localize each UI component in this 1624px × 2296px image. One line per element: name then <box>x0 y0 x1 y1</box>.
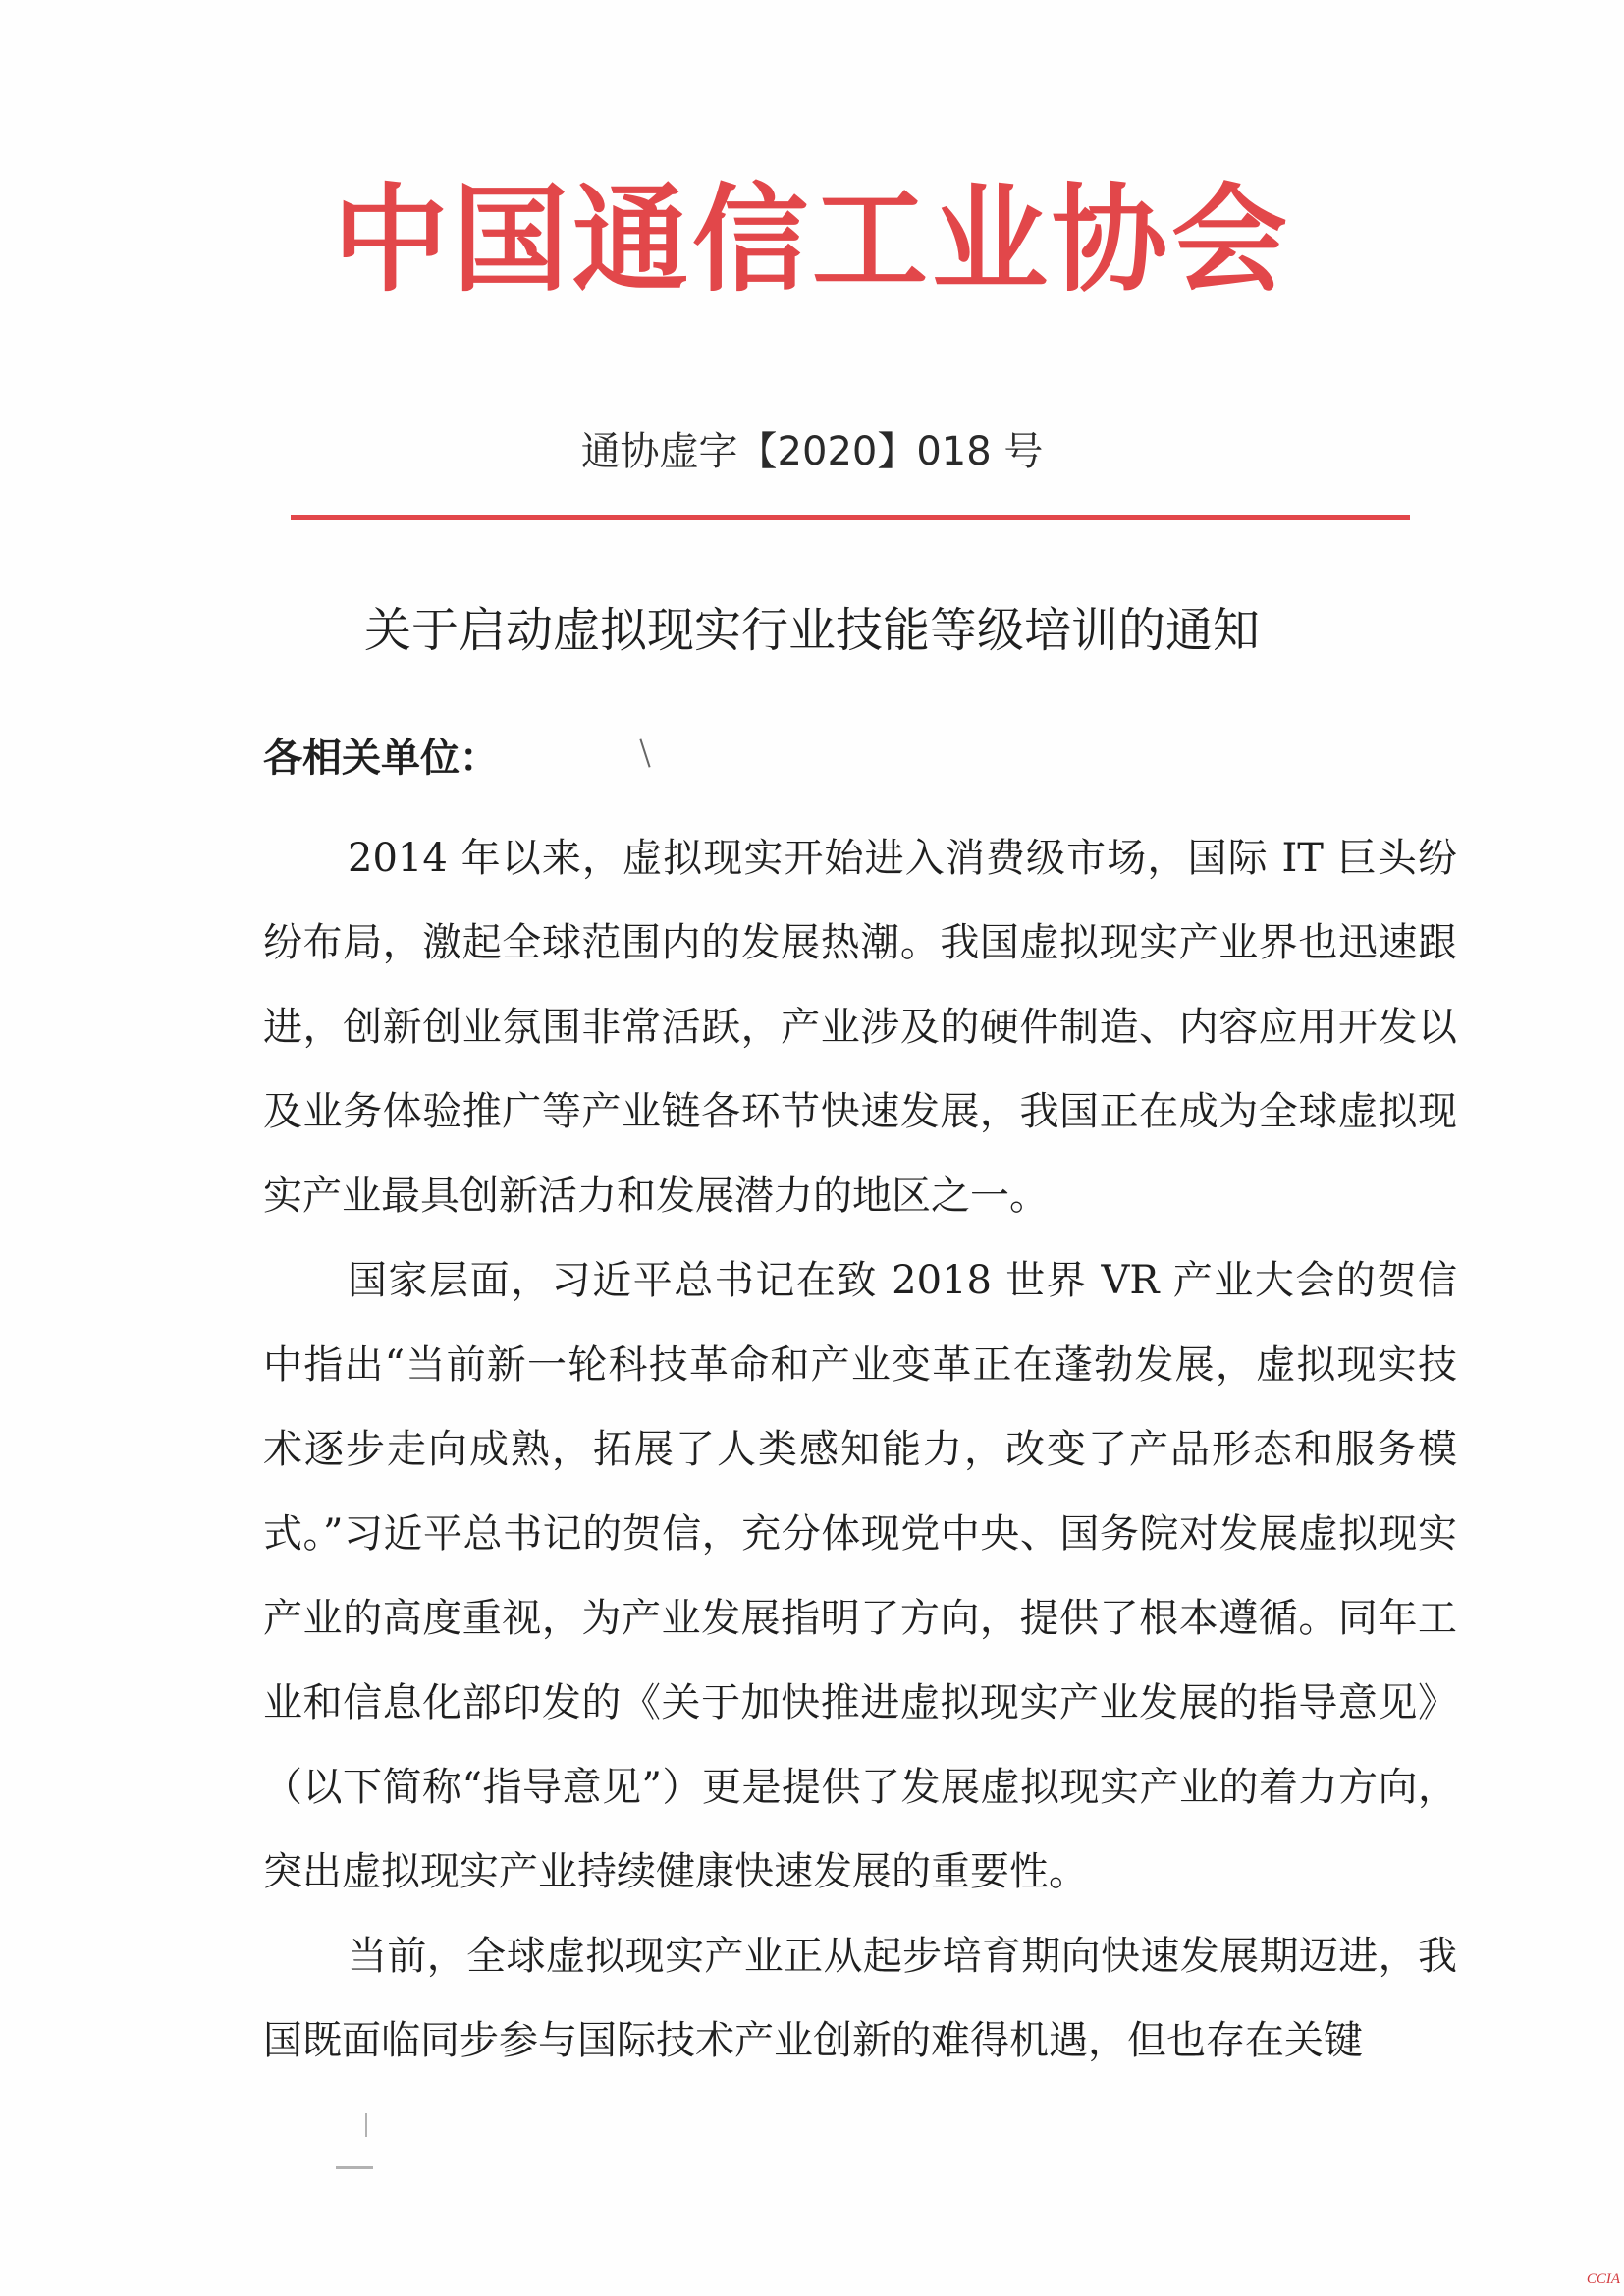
red-divider-line <box>291 515 1410 520</box>
salutation: 各相关单位： <box>263 736 499 781</box>
body-paragraph-3: 当前，全球虚拟现实产业正从起步培育期向快速发展期迈进，我国既面临同步参与国际技术产业创新的难得机遇，但也存在关键 <box>263 1934 1457 2063</box>
body-paragraph-1: 2014 年以来，虚拟现实开始进入消费级市场，国际 IT 巨头纷纷布局，激起全球范围内的发展热潮。我国虚拟现实产业界也迅速跟进，创新创业氛围非常活跃，产业涉及的硬件制造、内容应用开发以及业务体验推广等产业链各环节快速发展，我国正在成为全球虚拟现实产业最具创新活力和发展潜力的地区之一。 <box>263 836 1457 1219</box>
scan-artifact <box>365 2113 367 2137</box>
body-paragraph-2: 国家层面，习近平总书记在致 2018 世界 VR 产业大会的贺信中指出“当前新一轮科技革命和产业变革正在蓬勃发展，虚拟现实技术逐步走向成熟，拓展了人类感知能力，改变了产品形态和服务模式。”习近平总书记的贺信，充分体现党中央、国务院对发展虚拟现实产业的高度重视，为产业发展指明了方向，提供了根本遵循。同年工业和信息化部印发的《关于加快推进虚拟现实产业发展的指导意见》（以下简称“指导意见”）更是提供了发展虚拟现实产业的着力方向，突出虚拟现实产业持续健康快速发展的重要性。 <box>263 1258 1457 1894</box>
corner-watermark: CCIA <box>1586 2271 1620 2287</box>
document-title: 关于启动虚拟现实行业技能等级培训的通知 <box>363 603 1260 658</box>
letterhead-org-name: 中国通信工业协会 <box>332 172 1291 307</box>
scan-artifact <box>639 738 650 767</box>
document-number: 通协虚字【2020】018 号 <box>580 429 1044 474</box>
document-body <box>263 816 1457 2083</box>
scan-artifact <box>336 2166 373 2169</box>
